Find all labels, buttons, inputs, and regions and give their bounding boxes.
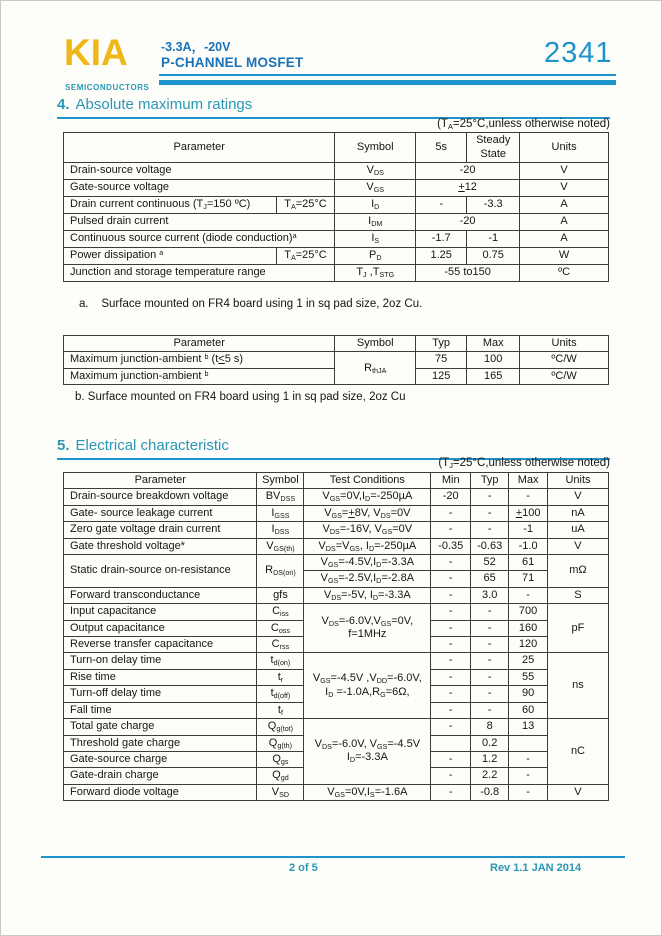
table-cell: 1.25	[416, 248, 467, 265]
table-cell: -	[471, 604, 509, 620]
table-row	[64, 784, 609, 800]
table-cell: Input capacitance	[64, 604, 257, 620]
table-cell: Continuous source current (diode conduction)$^a$	[64, 231, 335, 248]
table-cell: Drain-source breakdown voltage	[64, 489, 257, 505]
table-cell: Junction and storage temperature range	[64, 265, 335, 282]
table-cell: Forward transconductance	[64, 587, 257, 603]
footnote-b: b. Surface mounted on FR4 board using 1 in sq pad size, 2oz Cu	[75, 391, 406, 403]
table-cell: $Q_{g(tot)}$	[257, 719, 304, 735]
table-cell: Threshold gate charge	[64, 735, 257, 751]
table-cell: 3.0	[471, 587, 509, 603]
table-row	[64, 248, 609, 265]
table-row	[64, 352, 609, 368]
column-header: Steady State	[467, 133, 520, 163]
table-cell: Zero gate voltage drain current	[64, 522, 257, 538]
table-cell: Forward diode voltage	[64, 784, 257, 800]
table-cell: -	[431, 669, 471, 685]
table-cell: $t_f$	[257, 702, 304, 718]
table-cell: -	[509, 784, 548, 800]
table-cell: $P_D$	[335, 248, 416, 265]
column-header: Test Conditions	[304, 473, 431, 489]
table-cell: $Q_{g(th)}$	[257, 735, 304, 751]
table-cell: V	[547, 538, 608, 554]
table-cell: -	[471, 522, 509, 538]
header-rule-thin	[159, 74, 616, 76]
table-row	[64, 587, 609, 603]
table-cell: $V_{DS}=-16V$, $V_{GS}=0V$	[304, 522, 431, 538]
revision-label: Rev 1.1 JAN 2014	[490, 862, 582, 874]
thermal-resistance-table	[63, 335, 609, 385]
table-cell: $V_{GS}=0V,I_S=-1.6A$	[304, 784, 431, 800]
table-cell: Fall time	[64, 702, 257, 718]
header-rule	[159, 74, 616, 85]
table-cell: -1.0	[509, 538, 548, 554]
table-cell: $R_{DS(on)}$	[257, 555, 304, 588]
table-cell: Static drain-source on-resistance	[64, 555, 257, 588]
table-cell: $V_{GS}$	[335, 180, 416, 197]
table-cell: $I_{DM}$	[335, 214, 416, 231]
table-cell: Gate-source charge	[64, 751, 257, 767]
table-cell: -	[431, 653, 471, 669]
table-cell: $t_{d(off)}$	[257, 686, 304, 702]
table-cell: ºC/W	[520, 368, 609, 384]
table-cell: ns	[547, 653, 608, 719]
absolute-maximum-ratings-table	[63, 132, 609, 282]
table-cell: 71	[509, 571, 548, 587]
table-cell: -20	[416, 163, 520, 180]
table-cell: -	[431, 768, 471, 784]
table-cell: 8	[471, 719, 509, 735]
table-row	[64, 604, 609, 620]
table-row	[64, 197, 609, 214]
table-cell: $V_{DS}=V_{GS}$, $I_D=-250\mu A$	[304, 538, 431, 554]
column-header: Parameter	[64, 473, 257, 489]
table-cell: V	[520, 180, 609, 197]
table-cell: Maximum junction-ambient $^b$ (t<5 s)	[64, 352, 335, 368]
table-cell: W	[520, 248, 609, 265]
table-cell: gfs	[257, 587, 304, 603]
table-cell: -1	[467, 231, 520, 248]
column-header: Max	[509, 473, 548, 489]
table-cell: uA	[547, 522, 608, 538]
table-cell: -	[471, 505, 509, 521]
table-row	[64, 231, 609, 248]
table-cell: Pulsed drain current	[64, 214, 335, 231]
page-number: 2 of 5	[289, 862, 318, 874]
table-cell: +100	[509, 505, 548, 521]
section-number: 5.	[57, 437, 70, 454]
table-cell: -	[509, 489, 548, 505]
table-cell: -	[431, 587, 471, 603]
table-cell: Drain current continuous ($T_J=150$ ºC)	[64, 197, 277, 214]
table-cell: -55 to150	[416, 265, 520, 282]
table-cell: -0.63	[471, 538, 509, 554]
table-cell: 700	[509, 604, 548, 620]
table-cell: $BV_{DSS}$	[257, 489, 304, 505]
table-cell: $t_{d(on)}$	[257, 653, 304, 669]
table-cell: 125	[416, 368, 467, 384]
table-cell: 90	[509, 686, 548, 702]
table-cell: 100	[467, 352, 520, 368]
table-cell: $V_{DS}=-6.0V,V_{GS}=0V$, f=1MHz	[304, 604, 431, 653]
table-row	[64, 555, 609, 571]
table-cell: 60	[509, 702, 548, 718]
table-row	[64, 719, 609, 735]
section-number: 4.	[57, 96, 70, 113]
table-cell: V	[520, 163, 609, 180]
condition-note-abs-max: ($T_A=25^\circ C,unless$ otherwise noted)	[437, 118, 610, 131]
column-header: Symbol	[335, 336, 416, 352]
table-cell: Gate-source voltage	[64, 180, 335, 197]
table-row	[64, 538, 609, 554]
table-cell: 65	[471, 571, 509, 587]
table-cell: nC	[547, 719, 608, 785]
table-cell: 52	[471, 555, 509, 571]
table-cell: Output capacitance	[64, 620, 257, 636]
kia-logo: KIA	[64, 32, 128, 73]
column-header: Units	[520, 336, 609, 352]
table-cell: -	[431, 505, 471, 521]
table-cell: -	[431, 751, 471, 767]
table-row	[64, 265, 609, 282]
table-cell: -	[431, 522, 471, 538]
logo-subtitle: SEMICONDUCTORS	[65, 83, 150, 92]
table-cell: 120	[509, 637, 548, 653]
table-cell: A	[520, 197, 609, 214]
column-header: Parameter	[64, 133, 335, 163]
table-cell: ºC/W	[520, 352, 609, 368]
table-row	[64, 653, 609, 669]
table-cell: -0.8	[471, 784, 509, 800]
table-cell: $R_{thJA}$	[335, 352, 416, 385]
section-title-text: Electrical characteristic	[75, 437, 229, 454]
table-cell: $V_{GS}=+8V$, $V_{DS}=0V$	[304, 505, 431, 521]
table-cell: -	[509, 587, 548, 603]
table-cell: -20	[416, 214, 520, 231]
table-cell: -	[471, 653, 509, 669]
table-cell: $V_{DS}=-5V$, $I_D=-3.3A$	[304, 587, 431, 603]
table-row	[64, 489, 609, 505]
table-cell: Gate threshold voltage*	[64, 538, 257, 554]
table-cell: $V_{GS}=0V,I_D=-250\mu A$	[304, 489, 431, 505]
column-header: Max	[467, 336, 520, 352]
table-cell: ºC	[520, 265, 609, 282]
table-cell: 165	[467, 368, 520, 384]
table-row	[64, 505, 609, 521]
table-cell: A	[520, 214, 609, 231]
table-cell: 160	[509, 620, 548, 636]
table-cell: $C_{oss}$	[257, 620, 304, 636]
table-row	[64, 163, 609, 180]
table-cell: $V_{GS}=-2.5V,I_D=-2.8A$	[304, 571, 431, 587]
table-cell: Turn-on delay time	[64, 653, 257, 669]
table-cell: Rise time	[64, 669, 257, 685]
table-cell: $V_{DS}$	[335, 163, 416, 180]
table-cell: Drain-source voltage	[64, 163, 335, 180]
table-cell: -	[471, 489, 509, 505]
table-cell: -	[431, 686, 471, 702]
table-cell: 25	[509, 653, 548, 669]
table-header-row	[64, 133, 609, 163]
table-cell: -	[471, 620, 509, 636]
footer-rule	[41, 856, 625, 858]
table-header-row	[64, 473, 609, 489]
table-cell: Maximum junction-ambient $^b$	[64, 368, 335, 384]
column-header: Parameter	[64, 336, 335, 352]
table-cell: A	[520, 231, 609, 248]
table-cell: V	[547, 489, 608, 505]
column-header: Symbol	[257, 473, 304, 489]
table-cell: $T_A=25^\circ C$	[276, 197, 335, 214]
table-cell: -	[431, 604, 471, 620]
table-cell: $V_{SD}$	[257, 784, 304, 800]
table-header-row	[64, 336, 609, 352]
table-cell: 13	[509, 719, 548, 735]
table-cell: Total gate charge	[64, 719, 257, 735]
table-cell: -	[471, 669, 509, 685]
table-cell: 2.2	[471, 768, 509, 784]
table-cell: -1.7	[416, 231, 467, 248]
table-cell: -	[431, 719, 471, 735]
device-type-title: P-CHANNEL MOSFET	[161, 55, 304, 70]
table-cell: Reverse transfer capacitance	[64, 637, 257, 653]
electrical-characteristic-table	[63, 472, 609, 801]
table-cell: $T_J$ $,T_{STG}$	[335, 265, 416, 282]
table-cell: Gate-drain charge	[64, 768, 257, 784]
table-cell: -	[416, 197, 467, 214]
device-spec-line: -3.3A，-20V	[161, 40, 231, 54]
table-cell: $Q_{gd}$	[257, 768, 304, 784]
table-cell: -	[431, 620, 471, 636]
table-cell: Power dissipation $^a$	[64, 248, 277, 265]
table-cell: -	[471, 702, 509, 718]
table-cell: $V_{GS}=-4.5V$ $,V_{DD}=-6.0V$, $I_D =-1.0A,R_G=6\Omega$,	[304, 653, 431, 719]
table-cell: S	[547, 587, 608, 603]
table-cell: nA	[547, 505, 608, 521]
section-title-absolute-maximum-ratings	[57, 96, 610, 119]
table-cell: -	[431, 702, 471, 718]
table-row	[64, 180, 609, 197]
condition-note-electrical: ($T_J=25^\circ C,unless$ otherwise noted)	[438, 457, 610, 470]
table-cell: -20	[431, 489, 471, 505]
column-header: 5s	[416, 133, 467, 163]
table-cell: -	[471, 637, 509, 653]
column-header: Units	[547, 473, 608, 489]
table-cell: $V_{GS(th)}$	[257, 538, 304, 554]
column-header: Min	[431, 473, 471, 489]
column-header: Typ	[471, 473, 509, 489]
table-cell: 75	[416, 352, 467, 368]
table-cell: Gate- source leakage current	[64, 505, 257, 521]
table-cell: 61	[509, 555, 548, 571]
table-cell: $C_{iss}$	[257, 604, 304, 620]
table-cell: $C_{rss}$	[257, 637, 304, 653]
column-header: Units	[520, 133, 609, 163]
table-cell: +12	[416, 180, 520, 197]
table-row	[64, 522, 609, 538]
table-cell: $V_{GS}=-4.5V,I_D=-3.3A$	[304, 555, 431, 571]
table-cell: -1	[509, 522, 548, 538]
table-cell: $t_r$	[257, 669, 304, 685]
table-row	[64, 214, 609, 231]
table-cell: 55	[509, 669, 548, 685]
table-cell: -	[431, 555, 471, 571]
table-cell: $I_S$	[335, 231, 416, 248]
column-header: Typ	[416, 336, 467, 352]
table-cell: -	[509, 768, 548, 784]
table-cell	[431, 735, 471, 751]
table-cell: -	[431, 784, 471, 800]
table-cell: pF	[547, 604, 608, 653]
table-cell: -	[471, 686, 509, 702]
table-cell: 1.2	[471, 751, 509, 767]
table-cell: V	[547, 784, 608, 800]
table-cell: -	[431, 637, 471, 653]
section-title-text: Absolute maximum ratings	[75, 96, 253, 113]
table-cell: 0.2	[471, 735, 509, 751]
table-cell: $Q_{gs}$	[257, 751, 304, 767]
column-header: Symbol	[335, 133, 416, 163]
table-cell: -	[431, 571, 471, 587]
header-rule-thick	[159, 80, 616, 85]
table-cell: mΩ	[547, 555, 608, 588]
table-cell	[509, 735, 548, 751]
table-cell: -	[509, 751, 548, 767]
table-cell: -0.35	[431, 538, 471, 554]
table-cell: Turn-off delay time	[64, 686, 257, 702]
table-cell: $I_D$	[335, 197, 416, 214]
table-cell: $V_{DS}=-6.0V$, $V_{GS}=-4.5V$ $I_D=-3.3A$	[304, 719, 431, 785]
footnote-a: a. Surface mounted on FR4 board using 1 in sq pad size, 2oz Cu.	[79, 298, 423, 310]
part-number: 2341	[544, 37, 613, 69]
table-cell: $T_A=25^\circ C$	[276, 248, 335, 265]
table-cell: 0.75	[467, 248, 520, 265]
table-cell: -3.3	[467, 197, 520, 214]
table-cell: $I_{DSS}$	[257, 522, 304, 538]
table-cell: $I_{GSS}$	[257, 505, 304, 521]
